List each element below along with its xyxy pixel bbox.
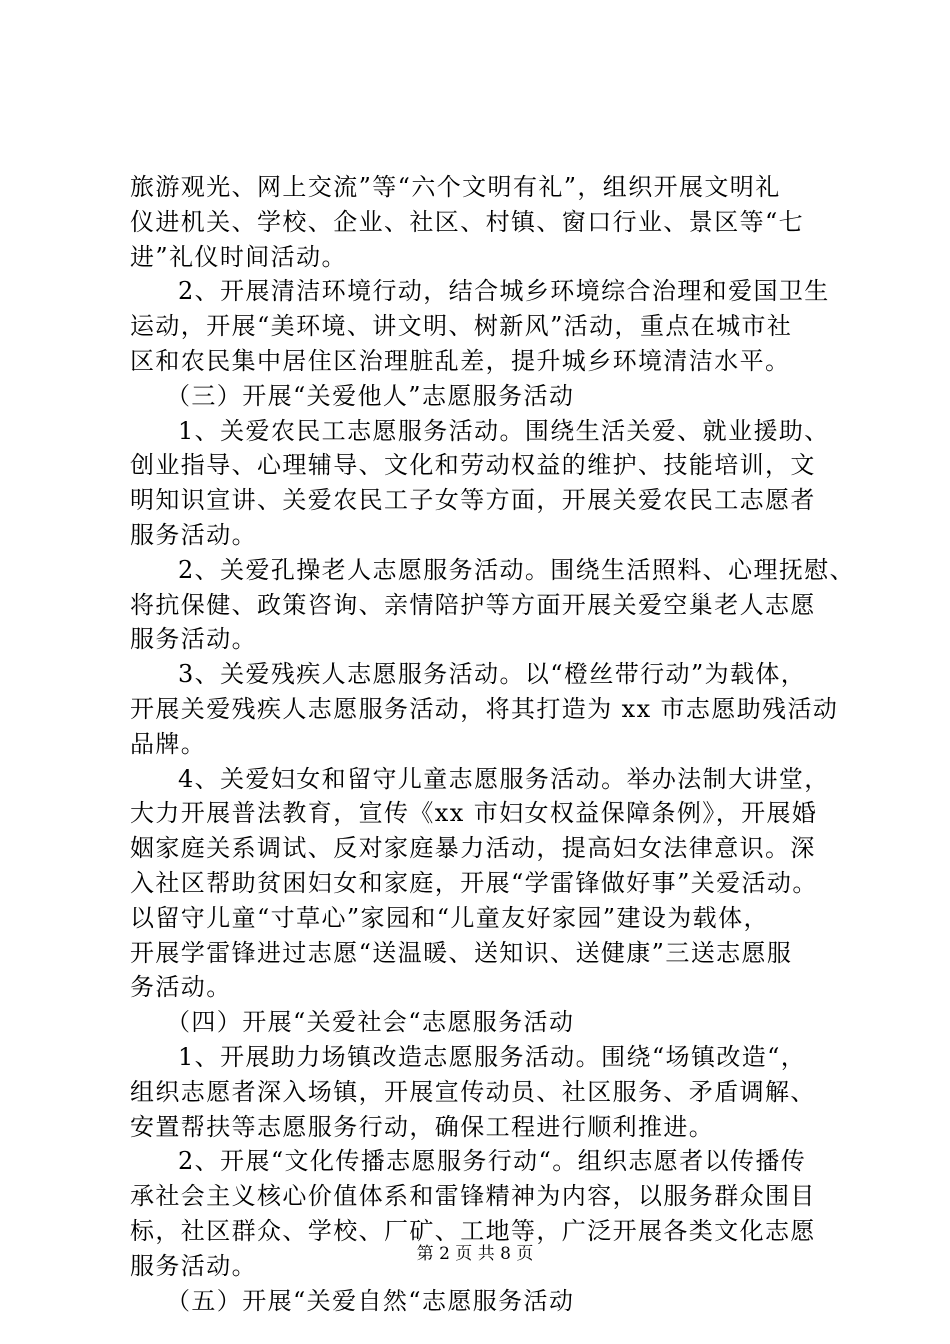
text-line: 安置帮扶等志愿服务行动，确保工程进行顺利推进。 bbox=[130, 1112, 715, 1141]
text-line: 以留守儿童“寸草心”家园和“儿童友好家园”建设为载体， bbox=[130, 903, 769, 932]
text-line: 明知识宣讲、关爱农民工子女等方面，开展关爱农民工志愿者 bbox=[130, 486, 816, 515]
text-line: 开展关爱残疾人志愿服务活动，将其打造为 xx 市志愿助残活动 bbox=[130, 694, 839, 723]
paragraph-start: 4、关爱妇女和留守儿童志愿服务活动。举办法制大讲堂， bbox=[178, 764, 830, 793]
paragraph-start: 1、关爱农民工志愿服务活动。围绕生活关爱、就业援助、 bbox=[178, 416, 830, 445]
text-line: 品牌。 bbox=[130, 729, 207, 758]
text-line: 仪进机关、学校、企业、社区、村镇、窗口行业、景区等“七 bbox=[130, 207, 805, 236]
paragraph-start: 2、开展清洁环境行动，结合城乡环境综合治理和爱国卫生 bbox=[178, 277, 830, 306]
paragraph-start: 1、开展助力场镇改造志愿服务活动。围绕“场镇改造“， bbox=[178, 1042, 807, 1071]
text-line: 务活动。 bbox=[130, 973, 232, 1002]
text-line: 服务活动。 bbox=[130, 625, 257, 654]
text-line: 标，社区群众、学校、厂矿、工地等，广泛开展各类文化志愿 bbox=[130, 1216, 816, 1245]
paragraph-start: 2、关爱孔操老人志愿服务活动。围绕生活照料、心理抚慰、 bbox=[178, 555, 856, 584]
section-heading: （五）开展“关爱自然“志愿服务活动 bbox=[166, 1286, 575, 1315]
text-line: 开展学雷锋进过志愿“送温暖、送知识、送健康”三送志愿服 bbox=[130, 938, 793, 967]
text-line: 区和农民集中居住区治理脏乱差，提升城乡环境清洁水平。 bbox=[130, 346, 791, 375]
text-line: 大力开展普法教育，宣传《xx 市妇女权益保障条例》，开展婚 bbox=[130, 799, 818, 828]
paragraph-start: 2、开展“文化传播志愿服务行动“。组织志愿者以传播传 bbox=[178, 1147, 807, 1176]
body-text bbox=[130, 170, 856, 1318]
section-heading: （三）开展“关爱他人”志愿服务活动 bbox=[166, 381, 575, 410]
text-line: 入社区帮助贫困妇女和家庭，开展“学雷锋做好事”关爱活动。 bbox=[130, 868, 818, 897]
text-line: 旅游观光、网上交流”等“六个文明有礼”，组织开展文明礼 bbox=[130, 173, 781, 201]
text-line: 姻家庭关系调试、反对家庭暴力活动，提高妇女法律意识。深 bbox=[130, 834, 816, 863]
text-line: 承社会主义核心价值体系和雷锋精神为内容，以服务群众围目 bbox=[130, 1182, 816, 1211]
text-line: 运动，开展“美环境、讲文明、树新风”活动，重点在城市社 bbox=[130, 312, 793, 341]
text-line: 服务活动。 bbox=[130, 1251, 257, 1280]
text-line: 服务活动。 bbox=[130, 520, 257, 549]
text-line: 将抗保健、政策咨询、亲情陪护等方面开展关爱空巢老人志愿 bbox=[130, 590, 816, 619]
paragraph-start: 3、关爱残疾人志愿服务活动。以“橙丝带行动”为载体， bbox=[178, 660, 807, 689]
section-heading: （四）开展“关爱社会“志愿服务活动 bbox=[166, 1008, 575, 1037]
text-line: 进”礼仪时间活动。 bbox=[130, 242, 347, 271]
text-line: 创业指导、心理辅导、文化和劳动权益的维护、技能培训，文 bbox=[130, 451, 816, 480]
page-number-footer: 第 2 页 共 8 页 bbox=[416, 1244, 534, 1264]
text-line: 组织志愿者深入场镇，开展宣传动员、社区服务、矛盾调解、 bbox=[130, 1077, 816, 1106]
